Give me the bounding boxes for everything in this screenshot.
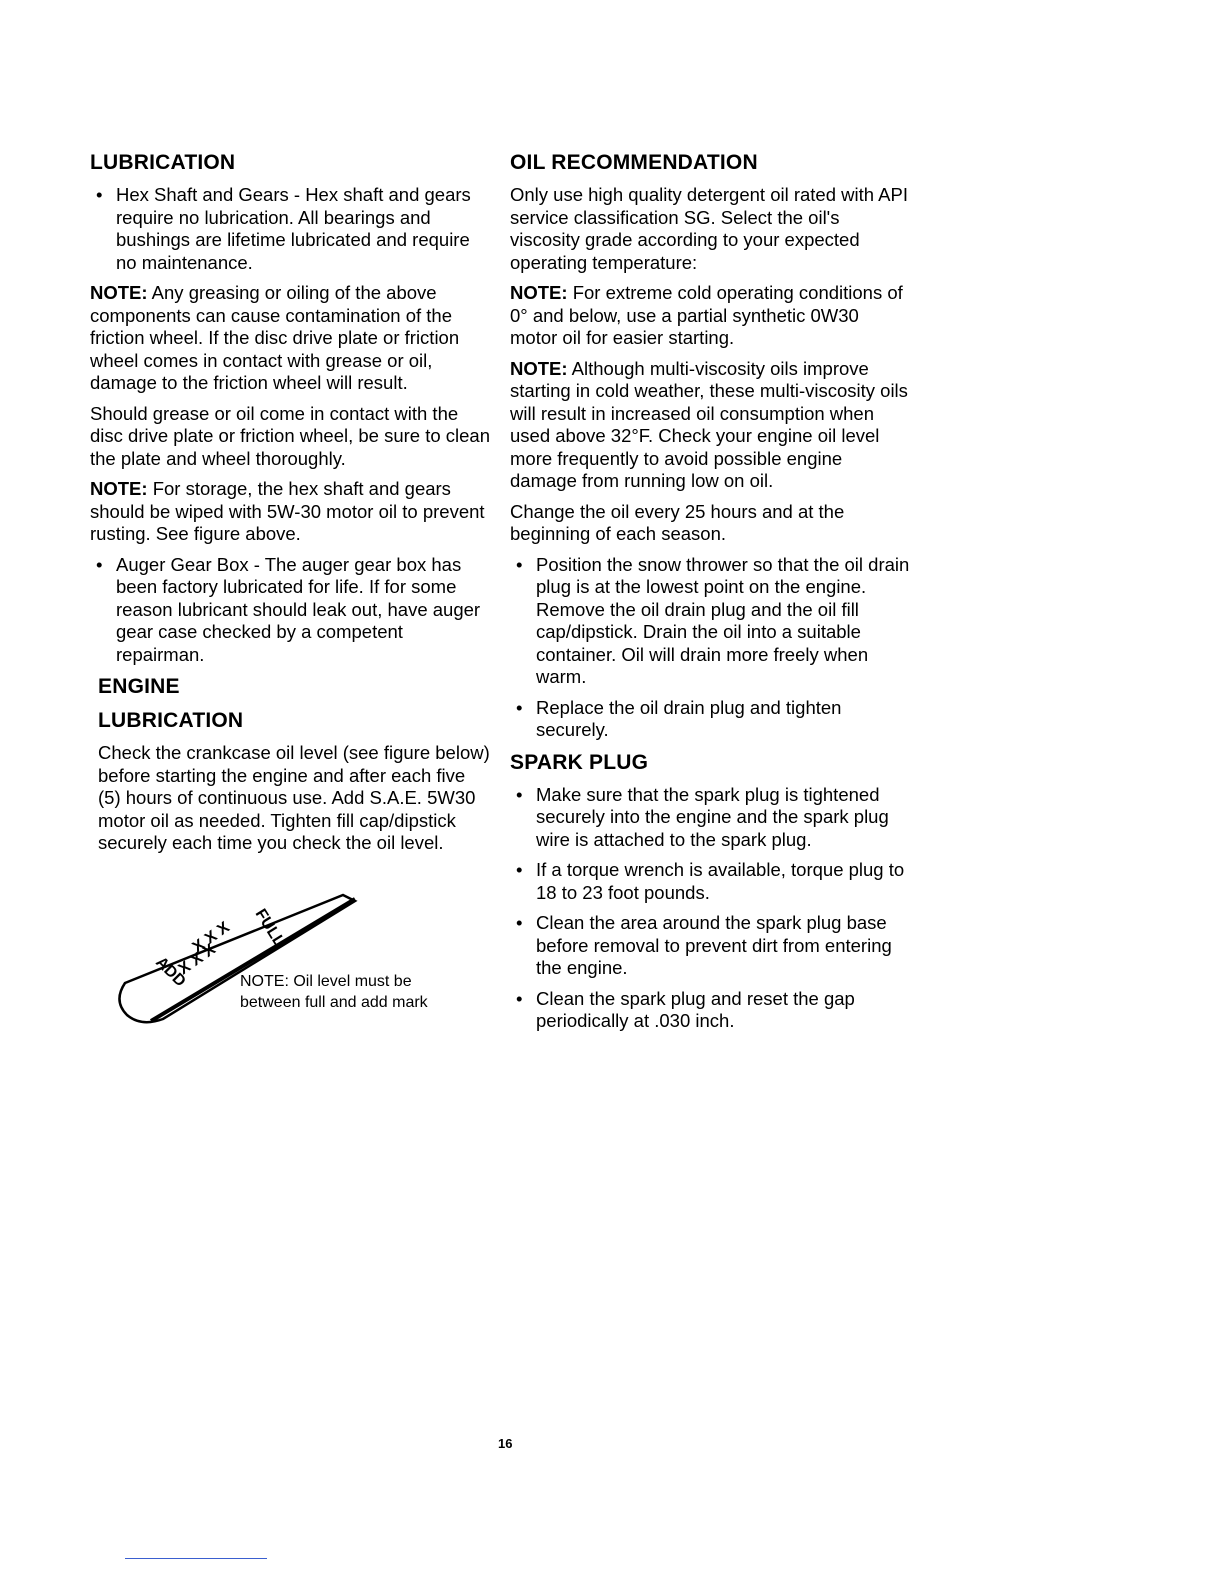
oil-recommendation-heading: OIL RECOMMENDATION [510,151,758,174]
note-text: Any greasing or oiling of the above components can cause contamination of the friction wheel. If the disc drive plate or friction wheel comes in contact with grease or oil, damage to the friction wheel will result. [90,282,460,393]
cross-hatch-mark: X X X [189,918,233,956]
right-column [510,150,910,1041]
note-label: NOTE: [510,282,568,303]
grease-paragraph: Should grease or oil come in contact with the disc drive plate or friction wheel, be sure to clean the plate and wheel thoroughly. [90,402,491,469]
change-paragraph: Change the oil every 25 hours and at the beginning of each season. [510,500,845,544]
oil-change-list [510,554,910,742]
note-text: For storage, the hex shaft and gears should be wiped with 5W-30 motor oil to prevent rusting. See figure above. [90,478,485,544]
hex-shaft-bullet: • Hex Shaft and Gears - Hex shaft and gears require no lubrication. All bearings and bushings are lifetime lubricated and require no maintenance. [90,184,490,274]
oil-paragraph: Only use high quality detergent oil rated with API service classification SG. Select the oil's viscosity grade according to your expected operating temperature: [510,184,908,273]
auger-bullet: • Auger Gear Box - The auger gear box has been factory lubricated for life. If for some reason lubricant should leak out, have auger gear case checked by a competent repairman. [90,554,490,667]
dipstick-note [240,971,428,1013]
note-text: For extreme cold operating conditions of 0° and below, use a partial synthetic 0W30 motor oil for easier starting. [510,282,903,348]
dipstick-figure [105,883,475,1033]
list-item: • If a torque wrench is available, torque plug to 18 to 23 foot pounds. [510,859,910,904]
lubrication-list [90,184,490,274]
crankcase-paragraph: Check the crankcase oil level (see figure below) before starting the engine and after each five (5) hours of continuous use. Add S.A.E. 5W30 motor oil as needed. Tighten fill cap/dipstick securely each time you check the oil level. [98,742,490,853]
note-text: Although multi-viscosity oils improve starting in cold weather, these multi-viscosity oils will result in increased oil consumption when used above 32°F. Check your engine oil level more frequently to avoid possible engine damage from running low on oil. [510,357,908,491]
engine-lubrication-heading: LUBRICATION [98,709,244,732]
note-label: NOTE: [510,357,568,379]
page-number: 16 [498,1436,513,1451]
engine-heading: ENGINE [98,675,180,698]
spark-plug-heading: SPARK PLUG [510,750,649,774]
dipstick-note-line1: NOTE: Oil level must be [240,972,412,990]
list-item: • Replace the oil drain plug and tighten securely. [510,697,910,742]
cross-hatch-mark: X X X [175,940,219,978]
list-item: • Make sure that the spark plug is tightened securely into the engine and the spark plug wire is attached to the spark plug. [510,784,910,852]
note-storage [90,478,490,546]
list-item: • Clean the area around the spark plug base before removal to prevent dirt from entering the engine. [510,912,910,980]
note-viscosity [510,358,910,493]
spark-plug-list [510,784,910,1033]
list-item: • Position the snow thrower so that the oil drain plug is at the lowest point on the engine. Remove the oil drain plug and the oil fill cap/dipstick. Drain the oil into a suitable container. Oil will drain more freely when warm. [510,554,910,689]
left-column [90,150,490,1033]
note-cold [510,282,910,350]
note-greasing [90,282,490,395]
auger-list [90,554,490,667]
dipstick-note-line2: between full and add mark [240,993,428,1011]
add-mark-label: ADD [152,953,189,990]
lubrication-heading: LUBRICATION [90,151,236,174]
note-label: NOTE: [90,478,148,499]
divider [125,1558,267,1559]
note-label: NOTE: [90,282,148,303]
list-item: • Clean the spark plug and reset the gap periodically at .030 inch. [510,988,910,1033]
full-mark-label: FULL [251,905,288,950]
